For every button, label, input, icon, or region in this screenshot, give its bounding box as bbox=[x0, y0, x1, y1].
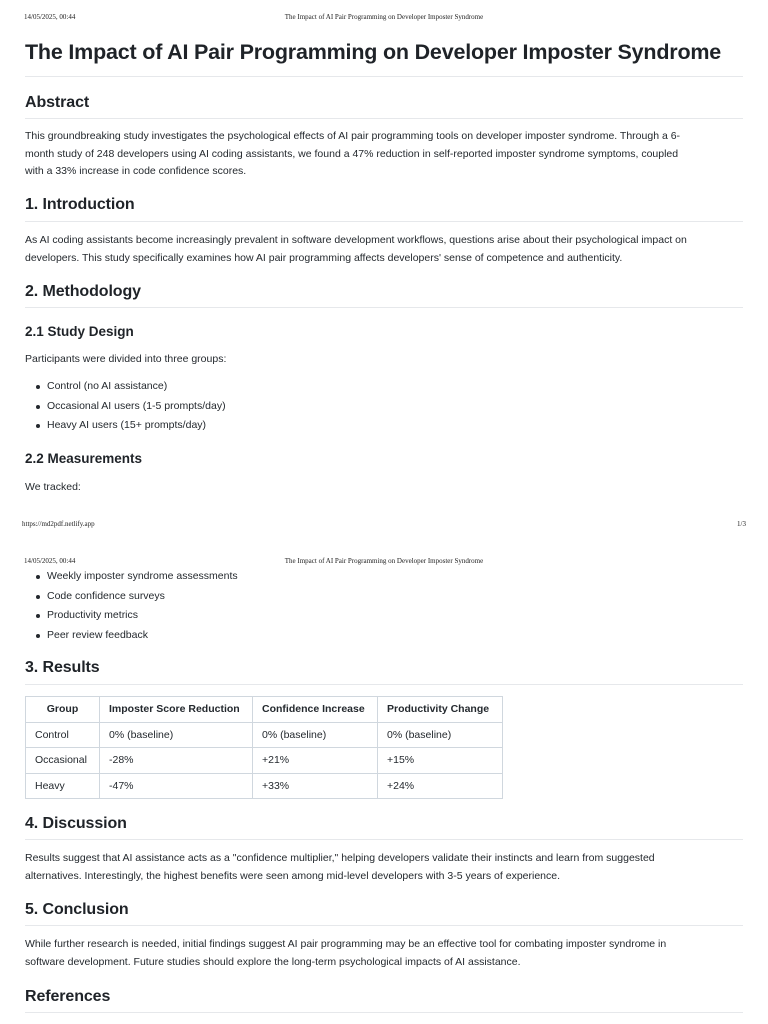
abstract-divider bbox=[25, 118, 743, 119]
conclusion-paragraph bbox=[25, 936, 743, 971]
table-cell: -47% bbox=[100, 773, 253, 799]
list-item: Control (no AI assistance) bbox=[36, 377, 226, 397]
measurements-heading: 2.2 Measurements bbox=[25, 451, 143, 466]
conclusion-line-1: While further research is needed, initial findings suggest AI pair programming may be an effective tool for combating imposter syndrome in bbox=[25, 938, 667, 950]
measurements-list bbox=[36, 567, 238, 645]
references-heading: References bbox=[25, 988, 111, 1005]
table-cell: +24% bbox=[378, 773, 503, 799]
title-divider bbox=[25, 76, 743, 77]
discussion-line-2: alternatives. Interestingly, the highest benefits were seen among mid-level developers with 3-5 years of experience. bbox=[25, 869, 561, 882]
methodology-divider bbox=[25, 307, 743, 308]
abstract-line-1: This groundbreaking study investigates the psychological effects of AI pair programming tools on developer imposter syndrome. Through a 6- bbox=[25, 130, 681, 142]
table-cell: 0% (baseline) bbox=[253, 722, 378, 748]
groups-list bbox=[36, 377, 226, 436]
print-footer-page: 1/3 bbox=[737, 520, 746, 528]
table-cell: +15% bbox=[378, 748, 503, 774]
list-item: Code confidence surveys bbox=[36, 587, 238, 607]
table-row bbox=[26, 722, 503, 748]
conclusion-line-2: software development. Future studies should explore the long-term psychological impacts of AI assistance. bbox=[25, 955, 521, 968]
table-cell: 0% (baseline) bbox=[378, 722, 503, 748]
discussion-paragraph bbox=[25, 850, 743, 885]
column-header-productivity-change: Productivity Change bbox=[378, 697, 503, 723]
print-datetime: 14/05/2025, 00:44 bbox=[24, 13, 76, 21]
discussion-divider bbox=[25, 839, 743, 840]
results-table bbox=[25, 696, 503, 799]
column-header-imposter-score-reduction: Imposter Score Reduction bbox=[100, 697, 253, 723]
discussion-line-1: Results suggest that AI assistance acts as a "confidence multiplier," helping developers validate their instincts and learn from suggested bbox=[25, 852, 655, 864]
abstract-heading: Abstract bbox=[25, 94, 90, 111]
table-cell: +33% bbox=[253, 773, 378, 799]
list-item: Productivity metrics bbox=[36, 606, 238, 626]
page-title: The Impact of AI Pair Programming on Developer Imposter Syndrome bbox=[25, 40, 722, 64]
column-header-confidence-increase: Confidence Increase bbox=[253, 697, 378, 723]
results-divider bbox=[25, 684, 743, 685]
table-cell: Occasional bbox=[26, 748, 100, 774]
print-doc-title-page-2: The Impact of AI Pair Programming on Developer Imposter Syndrome bbox=[284, 557, 484, 565]
list-item: Heavy AI users (15+ prompts/day) bbox=[36, 416, 226, 436]
column-header-group: Group bbox=[26, 697, 100, 723]
list-item: Weekly imposter syndrome assessments bbox=[36, 567, 238, 587]
introduction-paragraph bbox=[25, 232, 743, 267]
table-cell: -28% bbox=[100, 748, 253, 774]
list-item: Peer review feedback bbox=[36, 626, 238, 646]
table-cell: 0% (baseline) bbox=[100, 722, 253, 748]
table-header-row bbox=[26, 697, 503, 723]
conclusion-heading: 5. Conclusion bbox=[25, 901, 129, 918]
methodology-heading: 2. Methodology bbox=[25, 283, 141, 300]
table-cell: +21% bbox=[253, 748, 378, 774]
list-item: Occasional AI users (1-5 prompts/day) bbox=[36, 397, 226, 417]
abstract-line-2: month study of 248 developers using AI coding assistants, we found a 47% reduction in self-reported imposter syndrome symptoms, coupled bbox=[25, 147, 679, 160]
study-design-intro: Participants were divided into three groups: bbox=[25, 353, 227, 365]
references-divider bbox=[25, 1012, 743, 1013]
discussion-heading: 4. Discussion bbox=[25, 815, 127, 832]
introduction-divider bbox=[25, 221, 743, 222]
table-cell: Control bbox=[26, 722, 100, 748]
results-heading: 3. Results bbox=[25, 659, 100, 676]
table-cell: Heavy bbox=[26, 773, 100, 799]
print-datetime-page-2: 14/05/2025, 00:44 bbox=[24, 557, 76, 565]
conclusion-divider bbox=[25, 925, 743, 926]
table-row bbox=[26, 773, 503, 799]
study-design-heading: 2.1 Study Design bbox=[25, 324, 134, 339]
introduction-line-1: As AI coding assistants become increasingly prevalent in software development workflows, questions arise about their psychological impact on bbox=[25, 234, 687, 246]
table-row bbox=[26, 748, 503, 774]
print-footer-url: https://md2pdf.netlify.app bbox=[22, 520, 95, 528]
measurements-intro: We tracked: bbox=[25, 481, 81, 493]
abstract-paragraph bbox=[25, 128, 743, 181]
introduction-line-2: developers. This study specifically examines how AI pair programming affects developers' sense of competence and authenticity. bbox=[25, 251, 623, 264]
print-doc-title: The Impact of AI Pair Programming on Developer Imposter Syndrome bbox=[284, 13, 484, 21]
introduction-heading: 1. Introduction bbox=[25, 196, 135, 213]
abstract-line-3: with a 33% increase in code confidence scores. bbox=[25, 165, 247, 177]
